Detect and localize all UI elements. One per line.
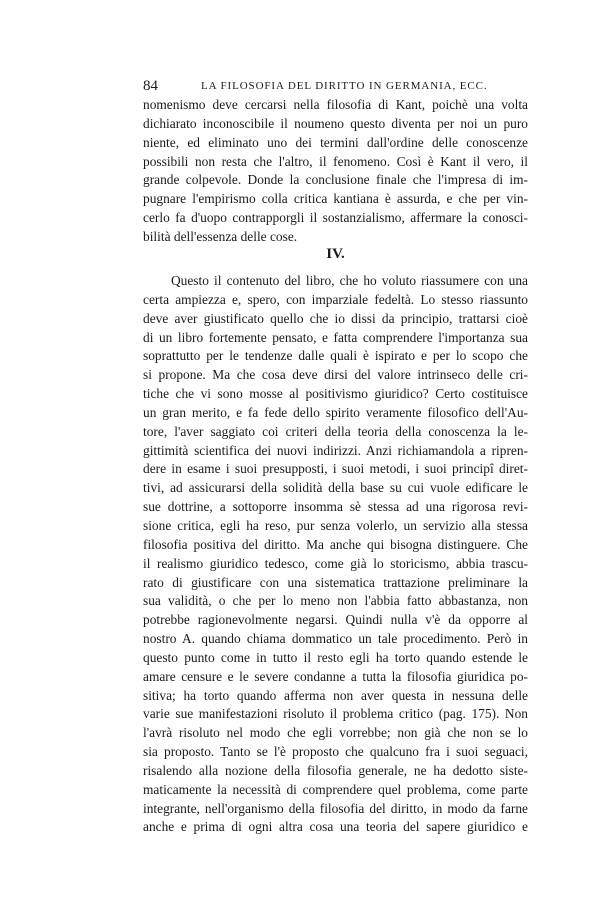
text-line: bilità dell'essenza delle cose. (143, 228, 298, 244)
text-line: varie sue manifestazioni risoluto il problema critico (pag. 175). Non (143, 706, 528, 722)
text-line: soprattutto per le tendenze dalle quali è ispirato e per lo scopo che (143, 348, 528, 364)
text-line: gittimità scientifica dei nuovi indirizzi. Anzi richiamandola a ripren- (143, 442, 528, 458)
text-line: dichiarato inconoscibile il noumeno questo diventa per noi un puro (143, 115, 528, 131)
text-line: deve aver giustificato quello che io dissi da principio, trattarsi cioè (143, 310, 528, 326)
text-line: sua validità, o che per lo meno non l'abbia fatto abbastanza, non (143, 593, 528, 609)
text-line: certa ampiezza e, spero, con imparziale fedeltà. Lo stesso riassunto (143, 291, 528, 307)
text-line: maticamente la necessità di comprendere quel problema, come parte (143, 781, 528, 797)
text-line: sue dottrine, a sottoporre insomma sè stessa ad una rigorosa revi- (143, 499, 528, 515)
text-line: sitiva; ha torto quando afferma non aver questa in nessuna delle (143, 687, 528, 703)
text-line: nostro A. quando chiama dommatico un tale procedimento. Però in (143, 631, 528, 647)
text-line: integrante, nell'organismo della filosofia del diritto, in modo da farne (143, 800, 528, 816)
text-line: un gran merito, e fa fede dello spirito veramente filosofico dell'Au- (143, 404, 528, 420)
text-line: grande colpevole. Donde la conclusione finale che l'impresa di im- (143, 172, 528, 188)
page-number: 84 (143, 78, 158, 94)
text-line: risalendo alla nozione della filosofia generale, ne ha dedotto siste- (143, 762, 528, 778)
text-line: si propone. Ma che cosa deve dirsi del valore intrinseco delle cri- (143, 367, 528, 383)
text-line: rato di giustificare con una sistematica trattazione preliminare la (143, 574, 528, 590)
text-line: amare censure e le severe condanne a tutta la filosofia giuridica po- (143, 668, 528, 684)
text-line: pugnare l'empirismo colla critica kantiana è assurda, e che per vin- (143, 191, 528, 207)
text-line: di un libro fortemente pensato, e fatta comprendere l'importanza sua (143, 329, 528, 345)
text-line: sione critica, egli ha reso, pur senza volerlo, un servizio alla stessa (143, 517, 528, 533)
text-line: Questo il contenuto del libro, che ho voluto riassumere con una (171, 273, 528, 288)
paragraph-section-iv (143, 272, 528, 837)
text-line: questo punto come in tutto il resto egli ha torto quando estende le (143, 649, 528, 665)
text-line: il realismo giuridico tedesco, come già lo storicismo, abbia trascu- (143, 555, 528, 571)
text-line: dere in esame i suoi presupposti, i suoi metodi, i suoi principî diret- (143, 461, 528, 477)
text-line: tiche che vi sono mosse al positivismo giuridico? Certo costituisce (143, 386, 528, 402)
text-line: anche e prima di ogni altra cosa una teoria del sapere giuridico e (143, 819, 528, 835)
text-line: tivi, ad assicurarsi della solidità della base su cui vuole edificare le (143, 480, 528, 496)
section-heading: IV. (326, 246, 345, 262)
running-title: LA FILOSOFIA DEL DIRITTO IN GERMANIA, ECC. (201, 80, 488, 92)
text-line: potrebbe ragionevolmente negarsi. Quindi nulla v'è da opporre al (143, 612, 528, 628)
running-head (143, 76, 528, 96)
paragraph-continued (143, 96, 528, 247)
text-line: tore, l'aver saggiato coi criteri della teoria della conoscenza la le- (143, 423, 528, 439)
text-line: filosofia positiva del diritto. Ma anche qui bisogna distinguere. Che (143, 536, 528, 552)
text-line: possibili non resta che l'altro, il fenomeno. Così è Kant il vero, il (143, 153, 528, 169)
text-line: cerlo fa d'uopo contrapporgli il sostanzialismo, affermare la conosci- (143, 210, 528, 226)
text-line: nomenismo deve cercarsi nella filosofia di Kant, poichè una volta (143, 97, 528, 112)
text-line: niente, ed eliminato uno dei termini dall'ordine delle conoscenze (143, 134, 528, 150)
text-line: l'avrà risoluto nel modo che egli vorrebbe; non già che non se lo (143, 725, 528, 741)
text-line: sia proposto. Tanto se l'è proposto che qualcuno fra i suoi seguaci, (143, 744, 528, 760)
